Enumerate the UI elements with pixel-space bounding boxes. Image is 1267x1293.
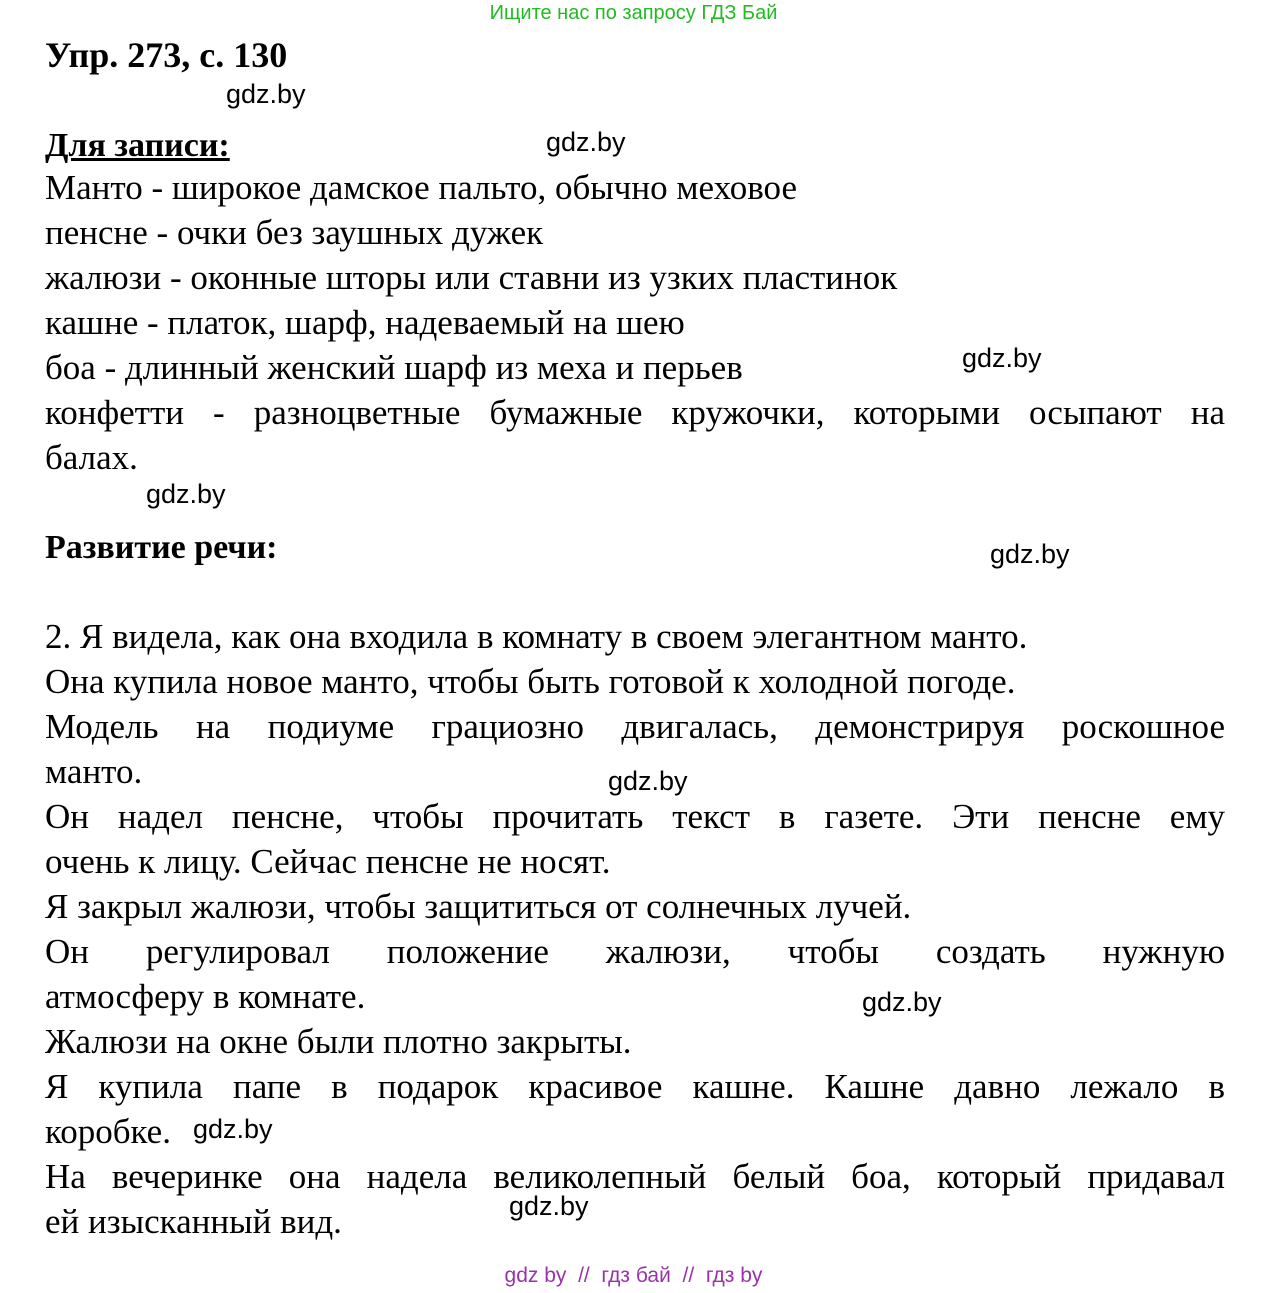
top-banner: Ищите нас по запросу ГДЗ Бай (489, 2, 778, 24)
notes-line: жалюзи - оконные шторы или ставни из узких пластинок (45, 258, 898, 297)
footer-links: gdz by // гдз бай // гдз by (504, 1264, 763, 1287)
speech-line: Я купила папе в подарок красивое кашне. Кашне давно лежало в (45, 1067, 1225, 1106)
speech-line: Он регулировал положение жалюзи, чтобы создать нужную (45, 932, 1225, 971)
notes-line: пенсне - очки без заушных дужек (45, 213, 544, 252)
notes-line: кашне - платок, шарф, надеваемый на шею (45, 303, 685, 342)
speech-line: Модель на подиуме грациозно двигалась, демонстрируя роскошное (45, 707, 1225, 746)
speech-line: На вечеринке она надела великолепный белый боа, который придавал (45, 1157, 1225, 1196)
speech-line: атмосферу в комнате. (45, 977, 366, 1016)
exercise-title: Упр. 273, с. 130 (45, 35, 288, 75)
speech-line: ей изысканный вид. (45, 1202, 342, 1241)
notes-line: балах. (45, 438, 138, 477)
watermark: gdz.by (509, 1191, 589, 1221)
watermark: gdz.by (226, 79, 306, 109)
speech-line: Он надел пенсне, чтобы прочитать текст в газете. Эти пенсне ему (45, 797, 1225, 836)
watermark: gdz.by (146, 479, 226, 509)
watermark: gdz.by (608, 766, 688, 796)
section-heading-speech: Развитие речи: (45, 529, 278, 566)
section-heading-notes: Для записи: (45, 127, 230, 164)
speech-line: Она купила новое манто, чтобы быть готовой к холодной погоде. (45, 662, 1016, 701)
speech-line: коробке. (45, 1112, 171, 1151)
speech-line: Я закрыл жалюзи, чтобы защититься от солнечных лучей. (45, 887, 912, 926)
notes-line: конфетти - разноцветные бумажные кружочки, которыми осыпают на (45, 393, 1225, 432)
watermark: gdz.by (546, 127, 626, 157)
notes-block (45, 165, 1225, 480)
speech-line: Жалюзи на окне были плотно закрыты. (45, 1022, 632, 1061)
watermark: gdz.by (990, 539, 1070, 569)
watermark: gdz.by (862, 987, 942, 1017)
speech-line: очень к лицу. Сейчас пенсне не носят. (45, 842, 611, 881)
watermark: gdz.by (193, 1114, 273, 1144)
speech-line: 2. Я видела, как она входила в комнату в своем элегантном манто. (45, 617, 1028, 656)
notes-line: боа - длинный женский шарф из меха и перьев (45, 348, 743, 387)
notes-line: Манто - широкое дамское пальто, обычно меховое (45, 168, 798, 207)
speech-block (45, 614, 1225, 1244)
watermark: gdz.by (962, 343, 1042, 373)
speech-line: манто. (45, 752, 143, 791)
